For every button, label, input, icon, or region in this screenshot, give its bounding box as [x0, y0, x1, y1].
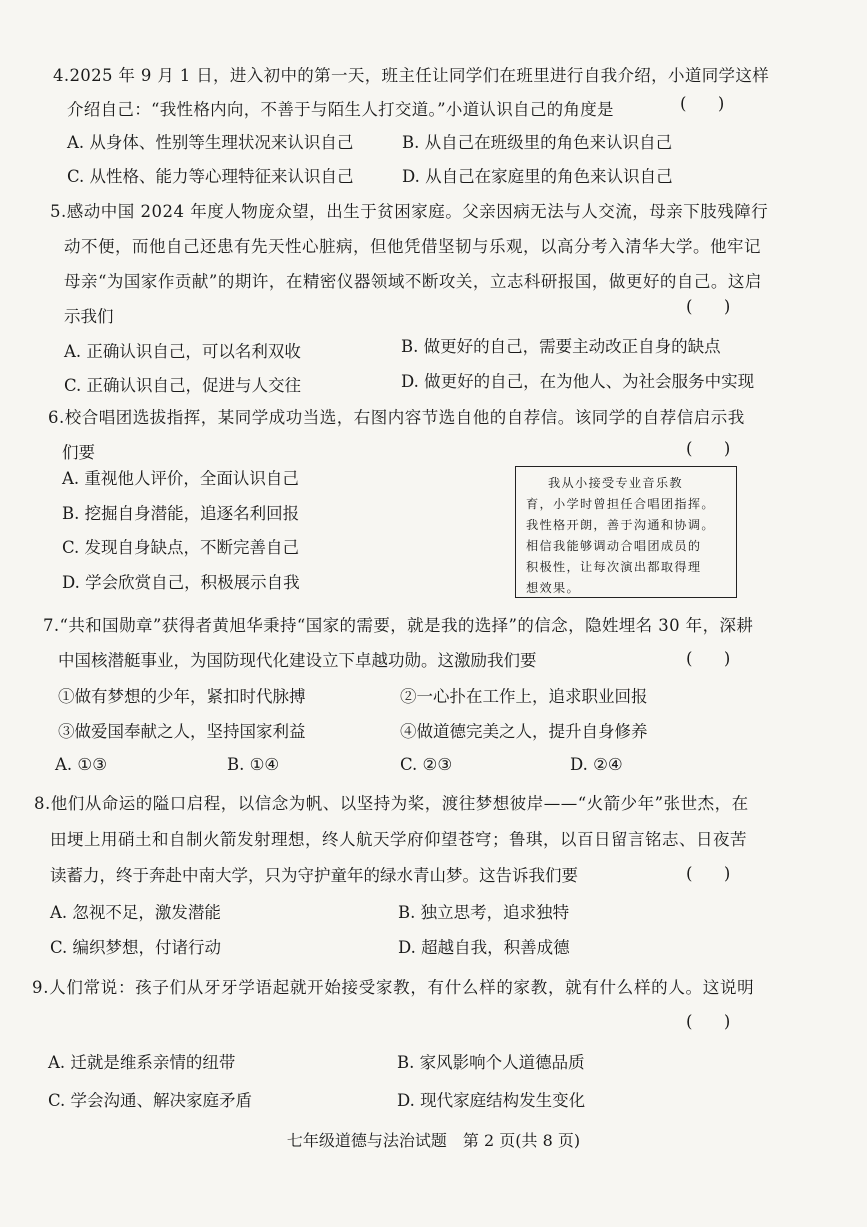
q8-option-d: D. 超越自我，积善成德	[398, 938, 570, 957]
q4-option-b: B. 从自己在班级里的角色来认识自己	[402, 133, 673, 152]
q9-answer-blank: ( )	[686, 1012, 731, 1031]
q4-answer-blank: ( )	[680, 94, 725, 113]
q5-stem-line-2: 动不便，而他自己还患有先天性心脏病，但他凭借坚韧与乐观，以高分考入清华大学。他牢记	[64, 237, 761, 256]
q5-option-c: C. 正确认识自己，促进与人交往	[64, 376, 302, 395]
q7-answer-blank: ( )	[686, 649, 731, 668]
q8-stem-line-3: 读蓄力，终于奔赴中南大学，只为守护童年的绿水青山梦。这告诉我们要	[50, 866, 578, 885]
q8-answer-blank: ( )	[686, 864, 731, 883]
q9-option-d: D. 现代家庭结构发生变化	[397, 1091, 586, 1110]
letter-line-6: 想效果。	[526, 581, 580, 595]
q9-stem-line-1: 9.人们常说：孩子们从牙牙学语起就开始接受家教，有什么样的家教，就有什么样的人。这说明	[32, 978, 755, 997]
q4-option-d: D. 从自己在家庭里的角色来认识自己	[402, 167, 673, 186]
q5-option-d: D. 做更好的自己，在为他人、为社会服务中实现	[401, 372, 755, 391]
q5-stem-line-3: 母亲“为国家作贡献”的期许，在精密仪器领域不断攻关，立志科研报国，做更好的自己。这启	[64, 272, 762, 291]
q7-option-d: D. ②④	[570, 755, 623, 774]
letter-line-3: 我性格开朗，善于沟通和协调。	[526, 518, 715, 532]
q7-statement-1: ①做有梦想的少年，紧扣时代脉搏	[58, 687, 306, 706]
q4-option-c: C. 从性格、能力等心理特征来认识自己	[67, 167, 354, 186]
q4-stem-line-1: 4.2025 年 9 月 1 日，进入初中的第一天，班主任让同学们在班里进行自我介绍，小道同学这样	[53, 66, 770, 85]
q6-option-d: D. 学会欣赏自己，积极展示自我	[62, 573, 300, 592]
q4-option-a: A. 从身体、性别等生理状况来认识自己	[67, 133, 354, 152]
letter-line-4: 相信我能够调动合唱团成员的	[526, 539, 702, 553]
recommendation-letter-excerpt	[515, 466, 737, 598]
letter-line-1: 我从小接受专业音乐教	[548, 476, 683, 490]
q8-option-b: B. 独立思考，追求独特	[398, 903, 570, 922]
q8-option-a: A. 忽视不足，激发潜能	[50, 903, 221, 922]
q5-option-b: B. 做更好的自己，需要主动改正自身的缺点	[401, 337, 721, 356]
q6-option-b: B. 挖掘自身潜能，追逐名利回报	[62, 504, 300, 523]
q7-option-a: A. ①③	[55, 755, 107, 774]
q7-option-c: C. ②③	[400, 755, 453, 774]
q8-option-c: C. 编织梦想，付诸行动	[50, 938, 222, 957]
q4-stem-line-2: 介绍自己：“我性格内向，不善于与陌生人打交道。”小道认识自己的角度是	[67, 100, 614, 119]
q8-stem-line-2: 田埂上用硝土和自制火箭发射理想，终人航天学府仰望苍穹；鲁琪，以百日留言铭志、日夜苦	[50, 830, 747, 849]
q9-option-a: A. 迁就是维系亲情的纽带	[48, 1053, 236, 1072]
letter-line-2: 育，小学时曾担任合唱团指挥。	[526, 497, 715, 511]
q6-stem-line-2: 们要	[62, 443, 95, 462]
q5-stem-line-1: 5.感动中国 2024 年度人物庞众望，出生于贫困家庭。父亲因病无法与人交流，母亲下肢残障行	[50, 202, 769, 221]
letter-line-5: 积极性，让每次演出都取得理	[526, 560, 702, 574]
q6-option-c: C. 发现自身缺点，不断完善自己	[62, 538, 300, 557]
q7-stem-line-1: 7.“共和国勋章”获得者黄旭华秉持“国家的需要，就是我的选择”的信念，隐姓埋名 30 年，深耕	[43, 616, 754, 635]
q9-option-b: B. 家风影响个人道德品质	[397, 1053, 585, 1072]
page-footer: 七年级道德与法治试题 第 2 页(共 8 页)	[286, 1131, 581, 1150]
q7-stem-line-2: 中国核潜艇事业，为国防现代化建设立下卓越功勋。这激励我们要	[58, 651, 537, 670]
q5-stem-line-4: 示我们	[64, 307, 114, 326]
q9-option-c: C. 学会沟通、解决家庭矛盾	[48, 1091, 253, 1110]
q6-answer-blank: ( )	[686, 439, 731, 458]
q7-option-b: B. ①④	[227, 755, 280, 774]
q6-stem-line-1: 6.校合唱团选拔指挥，某同学成功当选，右图内容节选自他的自荐信。该同学的自荐信启示我	[48, 408, 745, 427]
q7-statement-3: ③做爱国奉献之人，坚持国家利益	[58, 722, 306, 741]
q7-statement-4: ④做道德完美之人，提升自身修养	[400, 722, 648, 741]
q5-option-a: A. 正确认识自己，可以名利双收	[64, 342, 301, 361]
q7-statement-2: ②一心扑在工作上，追求职业回报	[400, 687, 648, 706]
q6-option-a: A. 重视他人评价，全面认识自己	[62, 469, 299, 488]
q8-stem-line-1: 8.他们从命运的隘口启程，以信念为帆、以坚持为桨，渡往梦想彼岸——“火箭少年”张世杰，在	[34, 794, 749, 813]
q5-answer-blank: ( )	[686, 297, 731, 316]
